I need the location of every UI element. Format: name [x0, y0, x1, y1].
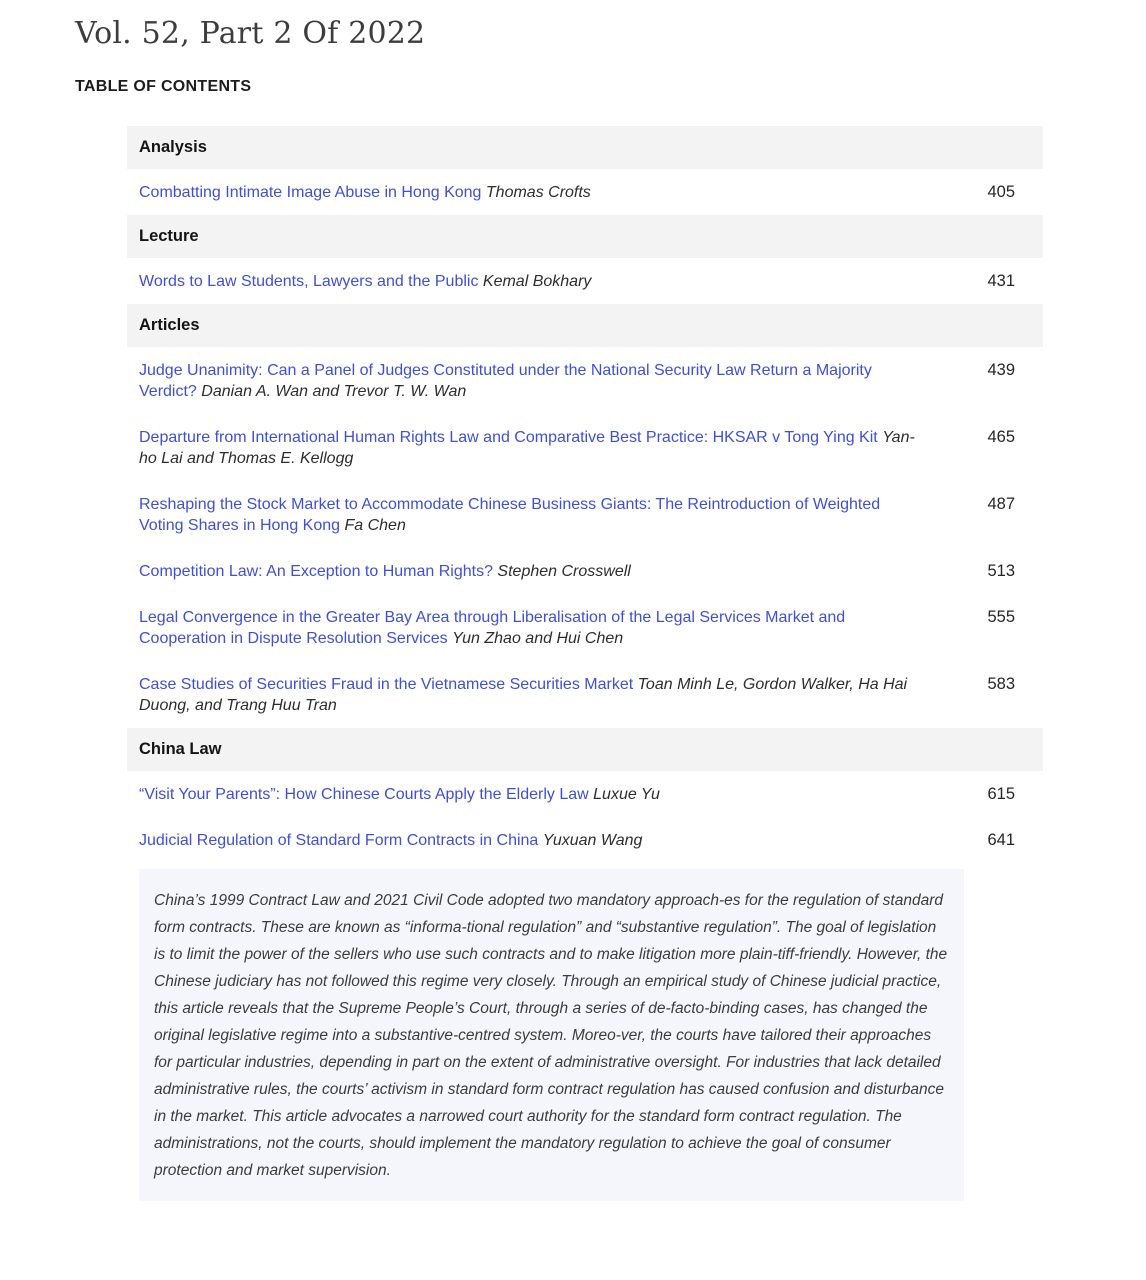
table-of-contents-heading: TABLE OF CONTENTS: [75, 78, 252, 95]
entry-text: [139, 494, 935, 536]
entry-title-link[interactable]: Reshaping the Stock Market to Accommodate Chinese Business Giants: The Reintroduction of Weighted Voting Shares in Hong Kong: [139, 496, 881, 534]
section-header-lecture: [127, 215, 1043, 258]
toc-entry: [127, 548, 1043, 594]
entry-text: [139, 607, 935, 649]
entry-title-link[interactable]: Judge Unanimity: Can a Panel of Judges Constituted under the National Security Law Return a Majority Verdict?: [139, 362, 872, 400]
toc-entry: [127, 414, 1043, 481]
entry-page-number: 583: [987, 675, 1015, 693]
toc-entry: [127, 258, 1043, 304]
article-abstract-text: China’s 1999 Contract Law and 2021 Civil Code adopted two mandatory approach-es for the regulation of standard form contracts. These are known as “informa-tional regulation” and “substantive regulation”. The goal of legislation is to limit the power of the sellers who use such contracts and to make litigation more plain-tiff-friendly. However, the Chinese judiciary has not followed this regime very closely. Through an empirical study of Chinese judicial practice, this article reveals that the Supreme People’s Court, through a series of de-facto-binding cases, has changed the original legislative regime into a substantive-centred system. Moreo-ver, the courts have tailored their approaches for particular industries, depending in part on the extent of administrative oversight. For industries that lack detailed administrative rules, the courts’ activism in standard form contract regulation has caused confusion and disturbance in the market. This article advocates a narrowed court authority for the standard form contract regulation. The administrations, not the courts, should implement the mandatory regulation to achieve the goal of consumer protection and market supervision.: [154, 892, 948, 1179]
entry-authors: Toan Minh Le, Gordon Walker, Ha Hai Duong, and Trang Huu Tran: [139, 676, 908, 714]
toc-list: [127, 126, 1043, 1201]
section-header-china-law: [127, 728, 1043, 771]
entry-page-number: 431: [987, 272, 1015, 290]
entry-page-number: 615: [987, 785, 1015, 803]
entry-page-number: 513: [987, 562, 1015, 580]
entry-text: [139, 271, 935, 292]
entry-page-number: 439: [987, 361, 1015, 379]
entry-title-link[interactable]: Judicial Regulation of Standard Form Contracts in China: [139, 832, 539, 849]
entry-authors: Yuxuan Wang: [542, 832, 643, 849]
entry-title-link[interactable]: Words to Law Students, Lawyers and the Public: [139, 273, 479, 290]
entry-text: [139, 561, 935, 582]
entry-title-link[interactable]: Departure from International Human Rights Law and Comparative Best Practice: HKSAR v Tong Ying Kit: [139, 429, 878, 446]
section-header-articles: [127, 304, 1043, 347]
toc-entry: [127, 481, 1043, 548]
toc-entry: [127, 169, 1043, 215]
toc-entry: [127, 661, 1043, 728]
page-title: Vol. 52, Part 2 Of 2022: [75, 16, 426, 51]
entry-title-link[interactable]: Combatting Intimate Image Abuse in Hong Kong: [139, 184, 482, 201]
toc-entry: [127, 347, 1043, 414]
entry-text: [139, 360, 935, 402]
entry-authors: Yun Zhao and Hui Chen: [452, 630, 624, 647]
entry-text: [139, 784, 935, 805]
section-label: Analysis: [139, 138, 207, 156]
toc-entry: [127, 771, 1043, 817]
journal-toc-page: [0, 16, 1146, 1280]
entry-authors: Kemal Bokhary: [482, 273, 592, 290]
section-label: Articles: [139, 316, 200, 334]
article-abstract-box: [139, 869, 964, 1201]
entry-authors: Luxue Yu: [593, 786, 660, 803]
entry-title-link[interactable]: Competition Law: An Exception to Human Rights?: [139, 563, 493, 580]
section-label: Lecture: [139, 227, 199, 245]
toc-entry: [127, 594, 1043, 661]
entry-authors: Thomas Crofts: [485, 184, 591, 201]
entry-text: [139, 182, 935, 203]
entry-title-link[interactable]: Legal Convergence in the Greater Bay Area through Liberalisation of the Legal Services Market and Cooperation in Dispute Resolution Services: [139, 609, 846, 647]
entry-authors: Fa Chen: [344, 517, 406, 534]
section-label: China Law: [139, 740, 222, 758]
section-header-analysis: [127, 126, 1043, 169]
entry-text: [139, 427, 935, 469]
entry-authors: Stephen Crosswell: [497, 563, 631, 580]
entry-page-number: 641: [987, 831, 1015, 849]
entry-title-link[interactable]: “Visit Your Parents”: How Chinese Courts Apply the Elderly Law: [139, 786, 589, 803]
entry-page-number: 405: [987, 183, 1015, 201]
entry-page-number: 487: [987, 495, 1015, 513]
entry-page-number: 555: [987, 608, 1015, 626]
entry-page-number: 465: [987, 428, 1015, 446]
entry-authors: Yan-ho Lai and Thomas E. Kellogg: [139, 429, 915, 467]
entry-text: [139, 674, 935, 716]
entry-title-link[interactable]: Case Studies of Securities Fraud in the Vietnamese Securities Market: [139, 676, 634, 693]
entry-text: [139, 830, 935, 851]
entry-authors: Danian A. Wan and Trevor T. W. Wan: [201, 383, 467, 400]
toc-entry: [127, 817, 1043, 863]
